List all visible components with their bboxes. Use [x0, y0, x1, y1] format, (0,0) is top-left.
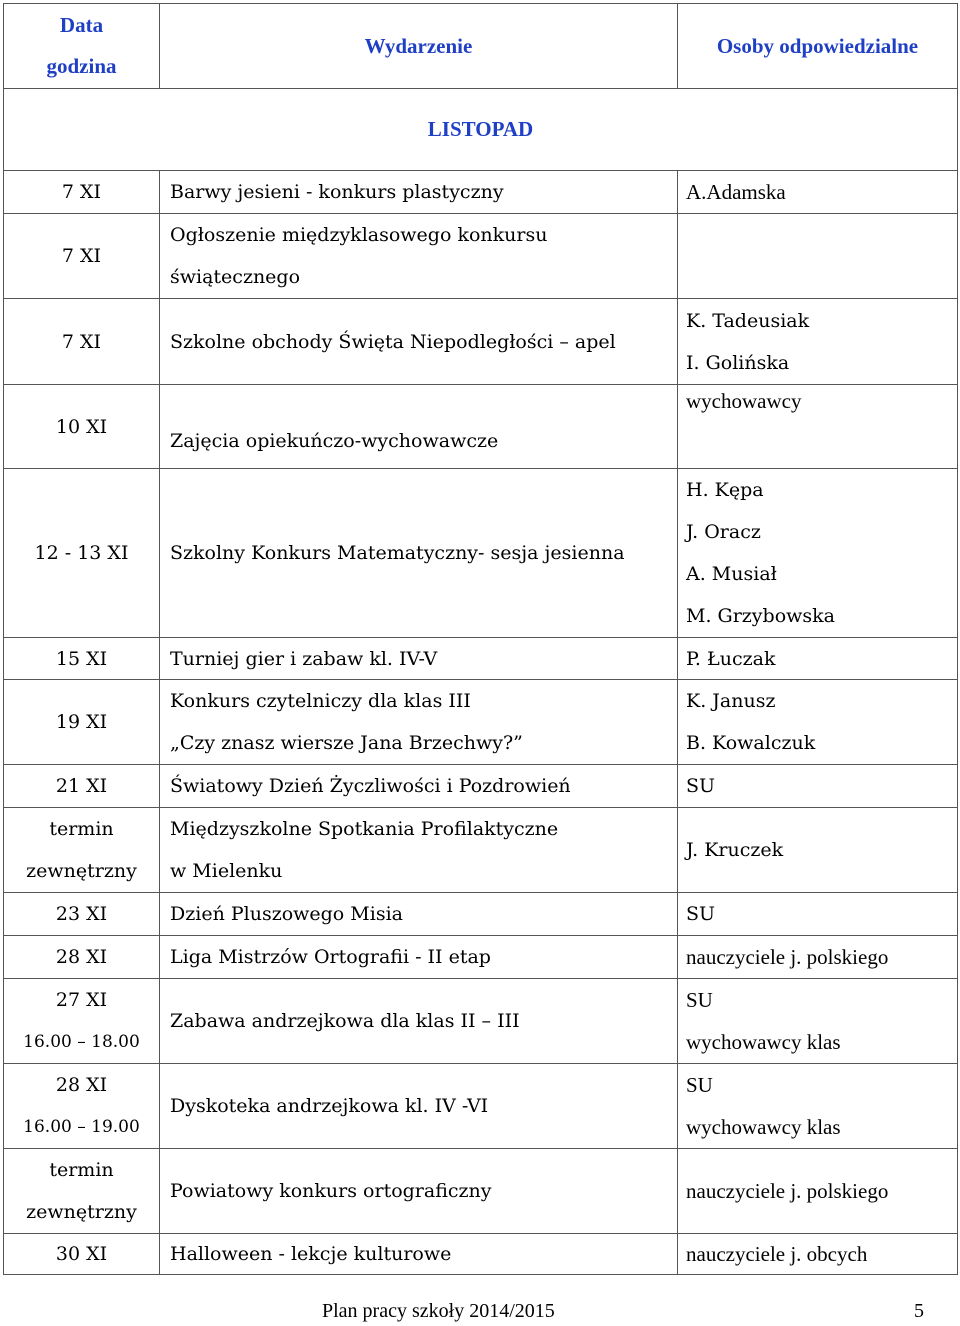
row-person: SU [678, 893, 958, 936]
row-date-line1: 27 XI [55, 989, 108, 1011]
table-header-row [4, 4, 958, 89]
row-event: Liga Mistrzów Ortografii - II etap [160, 936, 678, 979]
row-date-line1: 28 XI [55, 1074, 108, 1096]
row-event [160, 214, 678, 299]
row-event [160, 680, 678, 765]
row-event-line2: w Mielenku [170, 860, 283, 882]
table-row [4, 385, 958, 469]
table-row [4, 638, 958, 680]
header-event: Wydarzenie [160, 4, 678, 89]
row-date-line2: zewnętrzny [26, 1201, 137, 1223]
row-event-line1: Ogłoszenie międzyklasowego konkursu [170, 224, 548, 246]
row-person [678, 299, 958, 385]
row-date-line2: zewnętrzny [26, 860, 137, 882]
table-row [4, 808, 958, 893]
header-date [4, 4, 160, 89]
row-person-line2: wychowawcy klas [686, 1115, 841, 1139]
row-person [678, 680, 958, 765]
header-persons: Osoby odpowiedzialne [678, 4, 958, 89]
row-date [4, 808, 160, 893]
row-event: Zabawa andrzejkowa dla klas II – III [160, 979, 678, 1064]
row-date-line1: termin [49, 1159, 114, 1181]
row-date-line2: 16.00 – 18.00 [23, 1032, 140, 1052]
row-date: 7 XI [4, 171, 160, 214]
row-person: P. Łuczak [678, 638, 958, 680]
page-footer [0, 1300, 960, 1326]
row-event: Szkolne obchody Święta Niepodległości – apel [160, 299, 678, 385]
row-person: nauczyciele j. obcych [678, 1234, 958, 1275]
plan-table [3, 3, 958, 1275]
row-event: Dyskoteka andrzejkowa kl. IV -VI [160, 1064, 678, 1149]
row-event: Światowy Dzień Życzliwości i Pozdrowień [160, 765, 678, 808]
row-person-line1: SU [686, 988, 713, 1012]
row-person: J. Kruczek [678, 808, 958, 893]
row-date: 7 XI [4, 214, 160, 299]
table-row [4, 979, 958, 1064]
row-date-line1: termin [49, 818, 114, 840]
row-date: 15 XI [4, 638, 160, 680]
row-date [4, 1149, 160, 1234]
row-event: Zajęcia opiekuńczo-wychowawcze [160, 385, 678, 469]
row-date [4, 1064, 160, 1149]
row-date: 21 XI [4, 765, 160, 808]
row-event-line1: Konkurs czytelniczy dla klas III [170, 690, 471, 712]
table-row [4, 936, 958, 979]
page-number: 5 [914, 1300, 924, 1322]
row-person-line1: SU [686, 1073, 713, 1097]
table-row [4, 765, 958, 808]
row-person [678, 214, 958, 299]
table-row [4, 893, 958, 936]
row-person [678, 469, 958, 638]
row-person: A.Adamska [678, 171, 958, 214]
row-date: 12 - 13 XI [4, 469, 160, 638]
row-person-line1: H. Kępa [686, 479, 764, 501]
table-row [4, 299, 958, 385]
row-event-line1: Międzyszkolne Spotkania Profilaktyczne [170, 818, 559, 840]
table-row [4, 171, 958, 214]
row-person [678, 979, 958, 1064]
row-event-line2: świątecznego [170, 266, 301, 288]
row-person-line3: A. Musiał [686, 563, 777, 585]
row-person: nauczyciele j. polskiego [678, 936, 958, 979]
row-date [4, 979, 160, 1064]
row-date-line2: 16.00 – 19.00 [23, 1117, 140, 1137]
footer-title: Plan pracy szkoły 2014/2015 [322, 1300, 555, 1322]
row-event: Barwy jesieni - konkurs plastyczny [160, 171, 678, 214]
table-row [4, 680, 958, 765]
table-row [4, 1149, 958, 1234]
row-person-line2: wychowawcy klas [686, 1030, 841, 1054]
row-event: Dzień Pluszowego Misia [160, 893, 678, 936]
table-row [4, 1234, 958, 1275]
table-row [4, 214, 958, 299]
row-date: 30 XI [4, 1234, 160, 1275]
row-person: SU [678, 765, 958, 808]
row-person: nauczyciele j. polskiego [678, 1149, 958, 1234]
table-row [4, 469, 958, 638]
row-event: Halloween - lekcje kulturowe [160, 1234, 678, 1275]
row-event: Turniej gier i zabaw kl. IV-V [160, 638, 678, 680]
row-person-line4: M. Grzybowska [686, 605, 835, 627]
table-row [4, 1064, 958, 1149]
row-date: 28 XI [4, 936, 160, 979]
row-date: 10 XI [4, 385, 160, 469]
month-label: LISTOPAD [4, 89, 958, 171]
row-person [678, 1064, 958, 1149]
row-event [160, 808, 678, 893]
row-event-line2: „Czy znasz wiersze Jana Brzechwy?” [170, 732, 523, 754]
header-date-line2: godzina [46, 54, 117, 78]
header-date-line1: Data [59, 13, 104, 37]
row-date: 23 XI [4, 893, 160, 936]
row-event: Szkolny Konkurs Matematyczny- sesja jesienna [160, 469, 678, 638]
row-date: 7 XI [4, 299, 160, 385]
row-person-line2: B. Kowalczuk [686, 732, 816, 754]
month-row [4, 89, 958, 171]
row-event: Powiatowy konkurs ortograficzny [160, 1149, 678, 1234]
row-date: 19 XI [4, 680, 160, 765]
row-person: wychowawcy [678, 385, 958, 469]
row-person-line2: J. Oracz [686, 521, 761, 543]
row-person-line2: I. Golińska [686, 351, 790, 374]
row-person-line1: K. Janusz [686, 690, 776, 712]
row-person-line1: K. Tadeusiak [686, 309, 810, 332]
